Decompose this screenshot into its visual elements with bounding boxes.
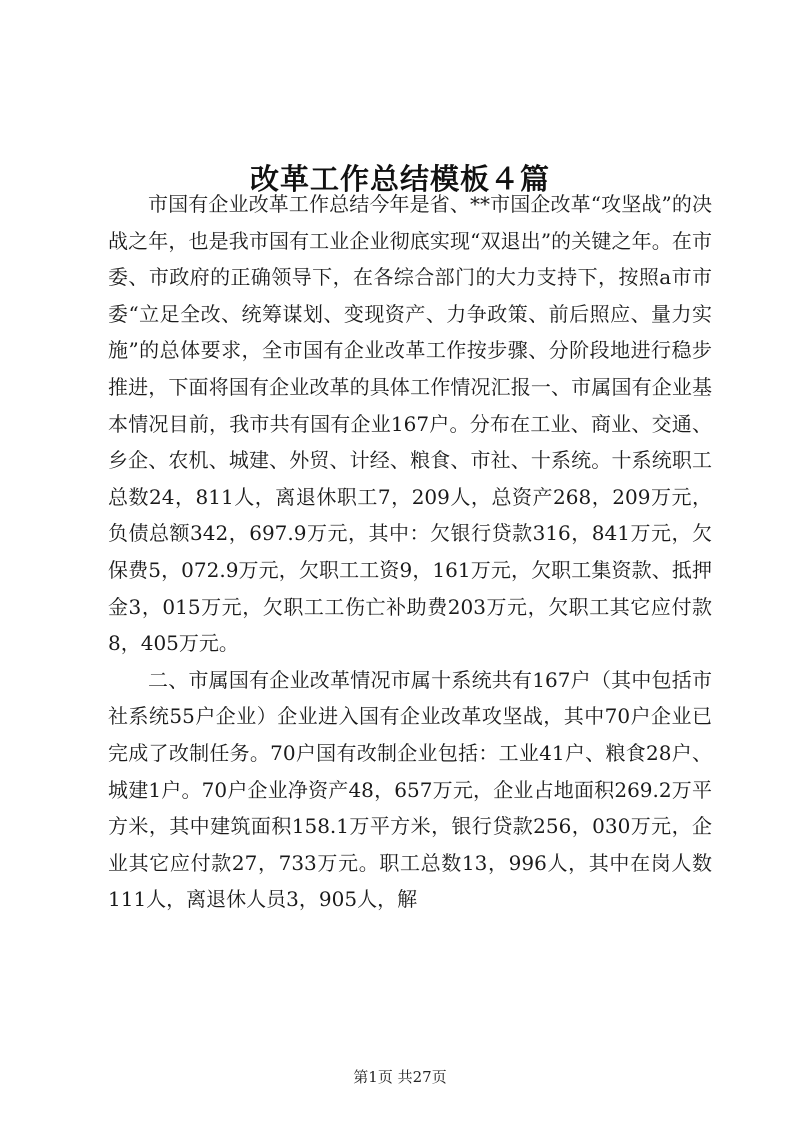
- paragraph-1: 市国有企业改革工作总结今年是省、**市国企改革“攻坚战”的决战之年，也是我市国有工业企业彻底实现“双退出”的关键之年。在市委、市政府的正确领导下，在各综合部门的大力支持下，按照a市市委“立足全改、统筹谋划、变现资产、力争政策、前后照应、量力实施”的总体要求，全市国有企业改革工作按步骤、分阶段地进行稳步推进，下面将国有企业改革的具体工作情况汇报一、市属国有企业基本情况目前，我市共有国有企业167户。分布在工业、商业、交通、乡企、农机、城建、外贸、计经、粮食、市社、十系统。十系统职工总数24，811人，离退休职工7，209人，总资产268，209万元，负债总额342，697.9万元，其中：欠银行贷款316，841万元，欠保费5，072.9万元，欠职工工资9，161万元，欠职工集资款、抵押金3，015万元，欠职工工伤亡补助费203万元，欠职工其它应付款8，405万元。: [108, 192, 712, 656]
- paragraph-2: 二、市属国有企业改革情况市属十系统共有167户（其中包括市社系统55户企业）企业进入国有企业改革攻坚战，其中70户企业已完成了改制任务。70户国有改制企业包括：工业41户、粮食28户、城建1户。70户企业净资产48，657万元，企业占地面积269.2万平方米，其中建筑面积158.1万平方米，银行贷款256，030万元，企业其它应付款27，733万元。职工总数13，996人，其中在岗人数111人，离退休人员3，905人，解: [108, 667, 712, 912]
- page-number-footer: 第1页 共27页: [353, 1068, 447, 1086]
- document-title: 改革工作总结模板４篇: [249, 162, 550, 197]
- document-body: [108, 186, 712, 918]
